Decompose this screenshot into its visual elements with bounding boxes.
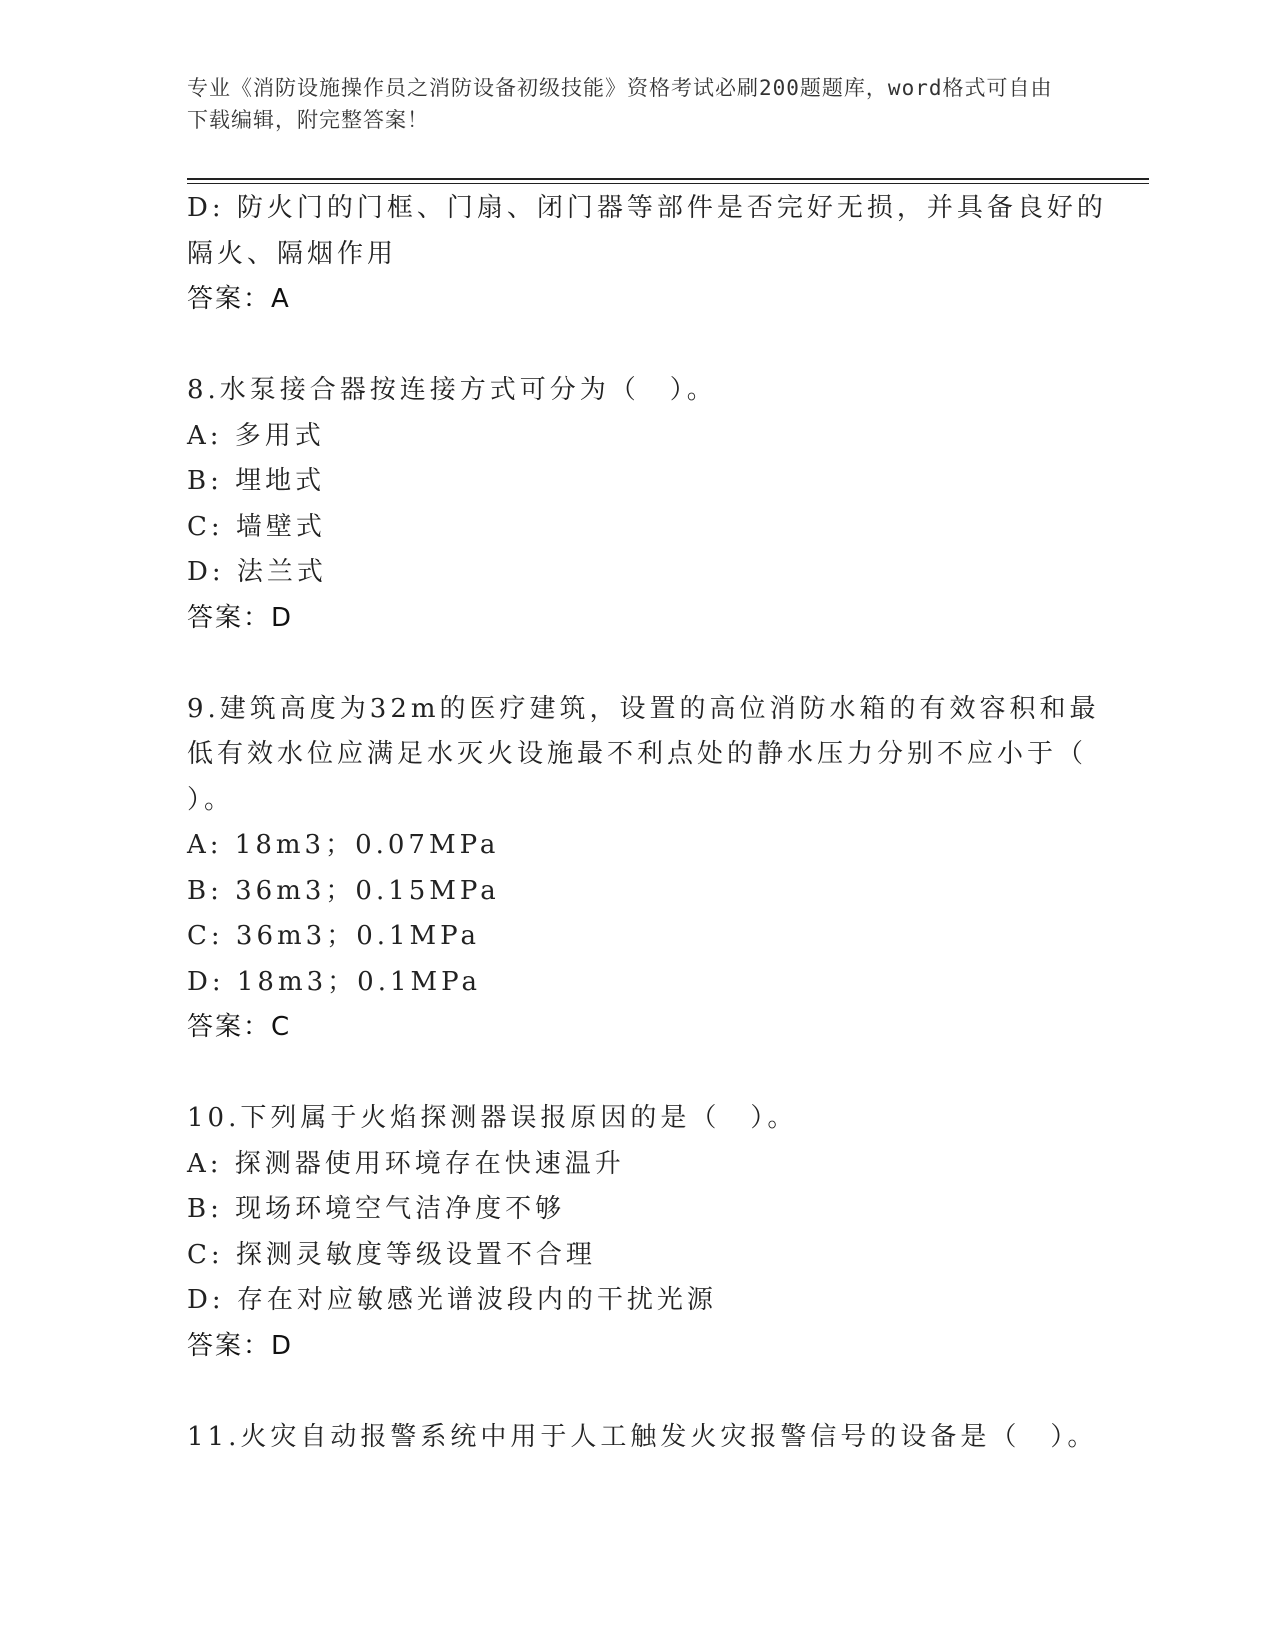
q8-answer: 答案：D: [187, 602, 294, 633]
q8-question: 8.水泵接合器按连接方式可分为（ ）。: [187, 375, 717, 405]
header-rule-thin: [187, 183, 1149, 184]
q9-option-d: D: 18m3；0.1MPa: [187, 966, 481, 997]
q9-question-line3: ）。: [187, 784, 235, 815]
q9-option-a: A: 18m3；0.07MPa: [187, 830, 500, 860]
q10-answer: 答案：D: [187, 1330, 294, 1361]
q11-question: 11.火灾自动报警系统中用于人工触发火灾报警信号的设备是（ ）。: [187, 1421, 1098, 1452]
q8-option-d: D: 法兰式: [187, 557, 327, 587]
prev-option-d-line1: D: 防火门的门框、门扇、闭门器等部件是否完好无损，并具备良好的: [187, 193, 1107, 223]
q9-question-line1: 9.建筑高度为32m的医疗建筑，设置的高位消防水箱的有效容积和最: [187, 693, 1100, 724]
spacer: [187, 323, 1087, 369]
prev-answer: 答案：A: [187, 284, 291, 314]
spacer: [187, 1051, 1087, 1097]
q10-option-c: C: 探测灵敏度等级设置不合理: [187, 1239, 596, 1270]
spacer: [187, 641, 1087, 687]
q8-option-b: B: 埋地式: [187, 466, 326, 496]
header-rule-thick: [187, 178, 1149, 180]
q9-question-line2: 低有效水位应满足水灭火设施最不利点处的静水压力分别不应小于（: [187, 739, 1088, 769]
q8-option-c: C: 墙壁式: [187, 511, 326, 542]
spacer: [187, 1369, 1087, 1415]
q10-option-d: D: 存在对应敏感光谱波段内的干扰光源: [187, 1285, 717, 1315]
q9-option-c: C: 36m3；0.1MPa: [187, 921, 480, 951]
q10-option-b: B: 现场环境空气洁净度不够: [187, 1194, 566, 1224]
q10-question: 10.下列属于火焰探测器误报原因的是（ ）。: [187, 1103, 798, 1133]
question-content: [187, 186, 1107, 1460]
prev-option-d-line2: 隔火、隔烟作用: [187, 238, 398, 269]
q9-answer: 答案：C: [187, 1012, 292, 1042]
q10-option-a: A: 探测器使用环境存在快速温升: [187, 1148, 625, 1179]
q9-option-b: B: 36m3；0.15MPa: [187, 875, 500, 906]
q8-option-a: A: 多用式: [187, 420, 325, 451]
page-header: 专业《消防设施操作员之消防设备初级技能》资格考试必刷200题题库，word格式可自由下载编辑，附完整答案！: [187, 76, 1053, 132]
